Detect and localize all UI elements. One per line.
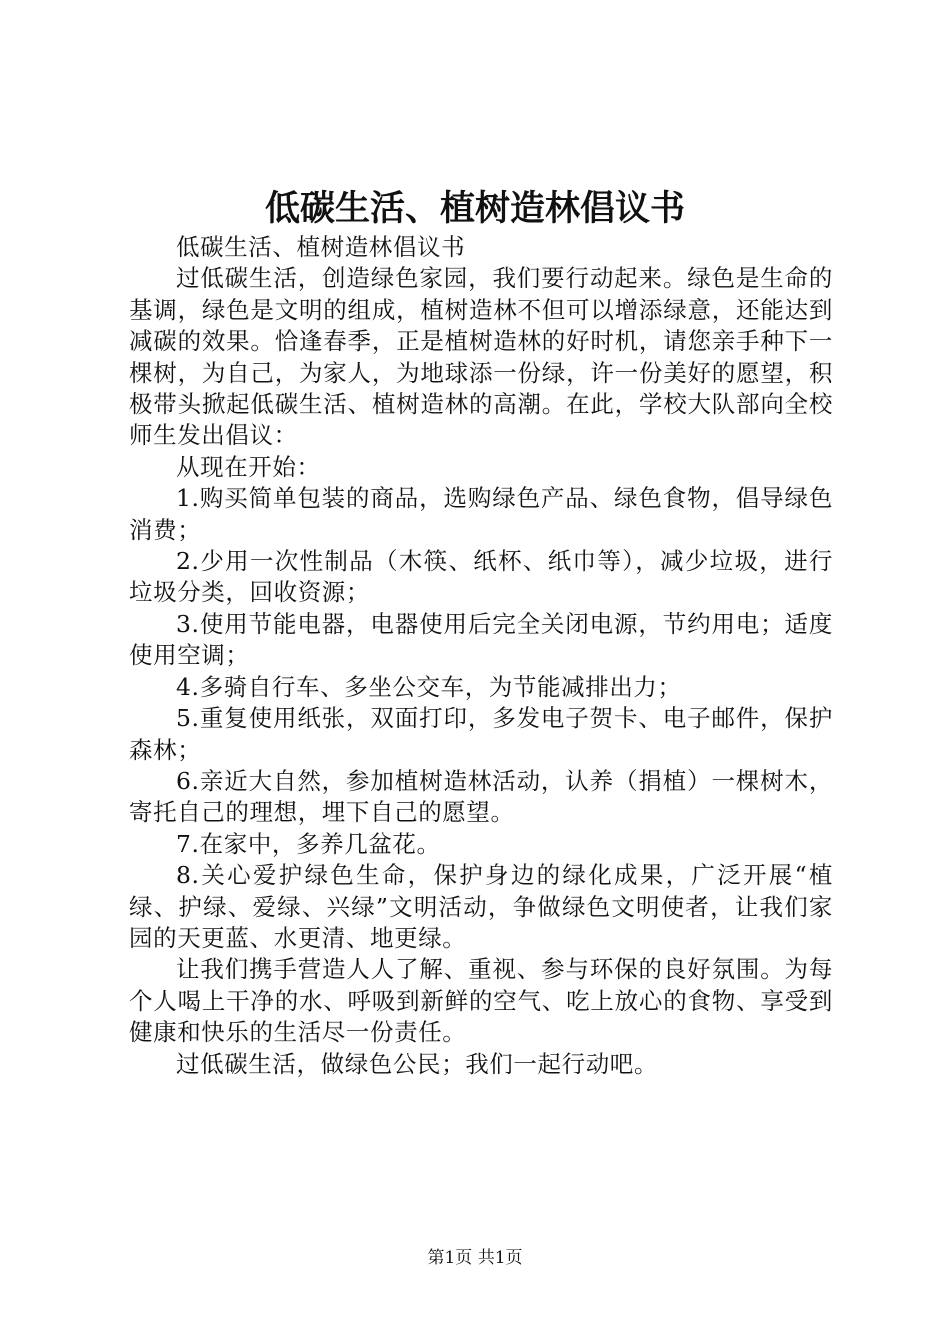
list-item-6: 6.亲近大自然，参加植树造林活动，认养（捐植）一棵树木，寄托自己的理想，埋下自己的愿望。	[129, 766, 833, 827]
paragraph-appeal: 让我们携手营造人人了解、重视、参与环保的良好氛围。为每个人喝上干净的水、呼吸到新鲜的空气、吃上放心的食物、享受到健康和快乐的生活尽一份责任。	[129, 955, 833, 1047]
paragraph-intro: 过低碳生活，创造绿色家园，我们要行动起来。绿色是生命的基调，绿色是文明的组成，植树造林不但可以增添绿意，还能达到减碳的效果。恰逢春季，正是植树造林的好时机，请您亲手种下一棵树，为自己，为家人，为地球添一份绿，许一份美好的愿望，积极带头掀起低碳生活、植树造林的高潮。在此，学校大队部向全校师生发出倡议：	[129, 264, 833, 450]
paragraph-subtitle: 低碳生活、植树造林倡议书	[176, 233, 466, 261]
paragraph-closing: 过低碳生活，做绿色公民；我们一起行动吧。	[176, 1049, 658, 1078]
list-item-1: 1.购买简单包装的商品，选购绿色产品、绿色食物，倡导绿色消费；	[129, 484, 833, 544]
list-item-5: 5.重复使用纸张，双面打印，多发电子贺卡、电子邮件，保护森林；	[129, 704, 833, 764]
page-footer: 第1页 共1页	[427, 1248, 523, 1268]
list-item-8: 8.关心爱护绿色生命，保护身边的绿化成果，广泛开展“植绿、护绿、爱绿、兴绿”文明活动，争做绿色文明使者，让我们家园的天更蓝、水更清、地更绿。	[129, 861, 833, 952]
list-item-4: 4.多骑自行车、多坐公交车，为节能减排出力；	[176, 672, 682, 701]
document-title: 低碳生活、植树造林倡议书	[264, 188, 685, 229]
list-item-7: 7.在家中，多养几盆花。	[176, 829, 441, 858]
document-body	[129, 232, 833, 1080]
paragraph-start: 从现在开始：	[176, 452, 321, 481]
list-item-3: 3.使用节能电器，电器使用后完全关闭电源，节约用电；适度使用空调；	[129, 609, 833, 670]
list-item-2: 2.少用一次性制品（木筷、纸杯、纸巾等），减少垃圾，进行垃圾分类，回收资源；	[129, 547, 833, 607]
